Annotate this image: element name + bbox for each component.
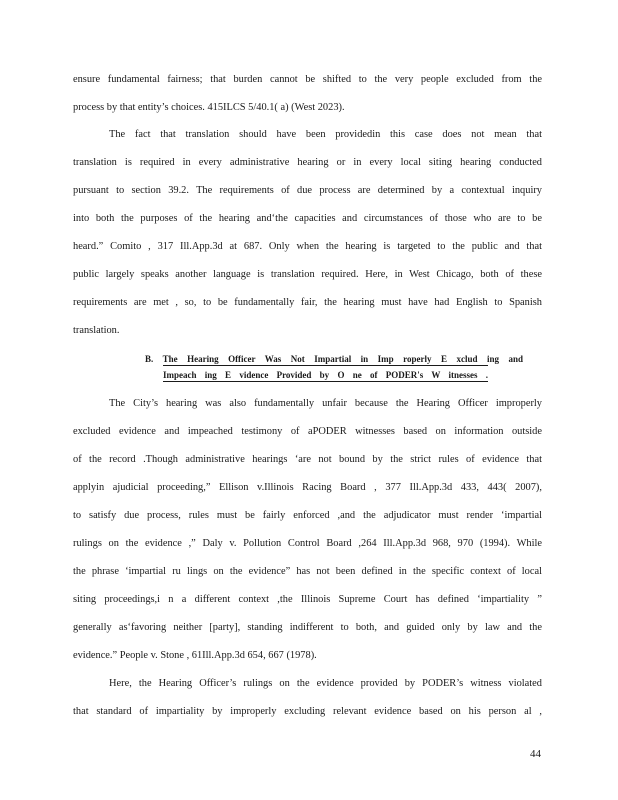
text-line: process by that entity’s choices. 415ILCS 5/40.1( a) (West 2023). xyxy=(73,102,345,113)
text-line: Here, the Hearing Officer’s rulings on the evidence provided by PODER’s witness violated xyxy=(109,678,542,689)
section-heading-line-1: B. The Hearing Officer Was Not Impartial in Imp roperly E xclud ing and xyxy=(145,354,523,364)
text-line: that standard of impartiality by improperly excluding relevant evidence based on his person al , xyxy=(73,706,542,717)
text-line: ensure fundamental fairness; that burden cannot be shifted to the very people excluded from the xyxy=(73,74,542,85)
text-line: the phrase ‘impartial ru lings on the evidence” has not been defined in the specific context of local xyxy=(73,566,542,577)
text-line: translation is required in every administrative hearing or in every local siting hearing conducted xyxy=(73,157,542,168)
text-line: of the record .Though administrative hearings ‘are not bound by the strict rules of evidence that xyxy=(73,454,542,465)
text-line: evidence.” People v. Stone , 61Ill.App.3d 654, 667 (1978). xyxy=(73,650,317,661)
section-heading-line-2: Impeach ing E vidence Provided by O ne of PODER's W itnesses . xyxy=(163,370,488,380)
text-line: requirements are met , so, to be fundamentally fair, the hearing must have had English to Spanish xyxy=(73,297,542,308)
text-line: to satisfy due process, rules must be fairly enforced ,and the adjudicator must render ‘impartial xyxy=(73,510,542,521)
text-line: The fact that translation should have been providedin this case does not mean that xyxy=(109,129,542,140)
text-line: heard.” Comito , 317 Ill.App.3d at 687. Only when the hearing is targeted to the public and that xyxy=(73,241,542,252)
text-line: siting proceedings,i n a different context ,the Illinois Supreme Court has defined ‘impartiality ” xyxy=(73,594,542,605)
text-line: pursuant to section 39.2. The requirements of due process are determined by a contextual inquiry xyxy=(73,185,542,196)
section-heading-underline xyxy=(163,365,488,366)
text-line: into both the purposes of the hearing and‘the capacities and circumstances of those who are to be xyxy=(73,213,542,224)
page-number: 44 xyxy=(530,748,541,760)
text-line: excluded evidence and impeached testimony of aPODER witnesses based on information outside xyxy=(73,426,542,437)
text-line: rulings on the evidence ,” Daly v. Pollution Control Board ,264 Ill.App.3d 968, 970 (1994). While xyxy=(73,538,542,549)
text-line: public largely speaks another language is translation required. Here, in West Chicago, both of these xyxy=(73,269,542,280)
text-line: The City’s hearing was also fundamentally unfair because the Hearing Officer improperly xyxy=(109,398,542,409)
text-line: generally as‘favoring neither [party], standing indifferent to both, and guided only by law and the xyxy=(73,622,542,633)
text-line: translation. xyxy=(73,325,120,336)
text-line: applyin ajudicial proceeding,” Ellison v.Illinois Racing Board , 377 Ill.App.3d 433, 443( 2007), xyxy=(73,482,542,493)
section-heading-underline xyxy=(163,381,488,382)
